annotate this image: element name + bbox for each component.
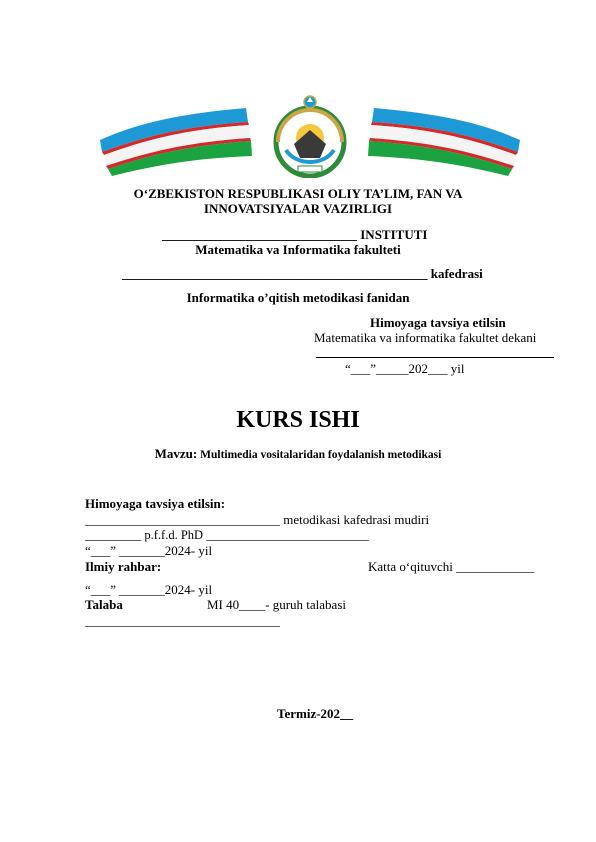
recommend-head-line [85,512,429,527]
department-blank: _______________________________________________ [122,266,428,281]
recommend-degree-blank: _________ [85,528,142,542]
recommend-degree-blank-2: __________________________ [206,528,369,542]
footer-city: Termiz-202 [277,706,341,721]
approval-signature-line [316,357,554,358]
subject-name: Informatika o’qitish metodikasi fanidan [186,290,410,305]
ministry-line-2: INNOVATSIYALAR VAZIRLIGI [203,201,393,216]
department-line [122,266,483,281]
advisor-position-line [368,559,534,574]
ministry-line-1: O‘ZBEKISTON RESPUBLIKASI OLIY TA’LIM, FAN VA [133,186,463,201]
approval-role: Matematika va informatika fakultet dekani [314,330,537,345]
advisor-date: “___” _______2024- yil [85,582,213,597]
right-flag [368,108,520,176]
topic-label: Mavzu: [154,446,198,461]
left-flag [100,108,252,176]
footer-city-year [277,706,353,721]
coat-of-arms-with-flags [96,92,524,178]
department-label: kafedrasi [427,266,483,281]
emblem-icon [276,96,344,176]
topic-line [0,446,596,463]
student-group: MI 40____- guruh talabasi [207,597,347,612]
recommend-head-blank: ______________________________ [85,512,280,527]
faculty-name: Matematika va Informatika fakulteti [195,242,401,257]
recommend-head-text: metodikasi kafedrasi mudiri [280,512,430,527]
student-signature-blank: ______________________________ [85,613,280,628]
recommend-degree-line [85,528,369,543]
recommend-title: Himoyaga tavsiya etilsin: [85,496,226,511]
advisor-label: Ilmiy rahbar: [85,559,162,574]
recommend-date: “___” _______2024- yil [85,543,213,558]
document-title: KURS ISHI [236,407,360,433]
footer-year-blank: __ [340,706,354,721]
institute-blank: ______________________________ [162,227,357,242]
institute-label: INSTITUTI [357,227,428,242]
approval-date: “___”_____202___ yil [345,361,465,376]
recommend-degree-text: p.f.f.d. PhD [141,528,207,542]
student-label: Talaba [85,597,123,612]
approval-title: Himoyaga tavsiya etilsin [370,315,506,330]
advisor-blank: ____________ [452,559,535,574]
institute-line [162,227,427,242]
advisor-position: Katta o‘qituvchi [368,559,453,574]
topic-value: Multimedia vositalaridan foydalanish metodikasi [197,449,442,461]
